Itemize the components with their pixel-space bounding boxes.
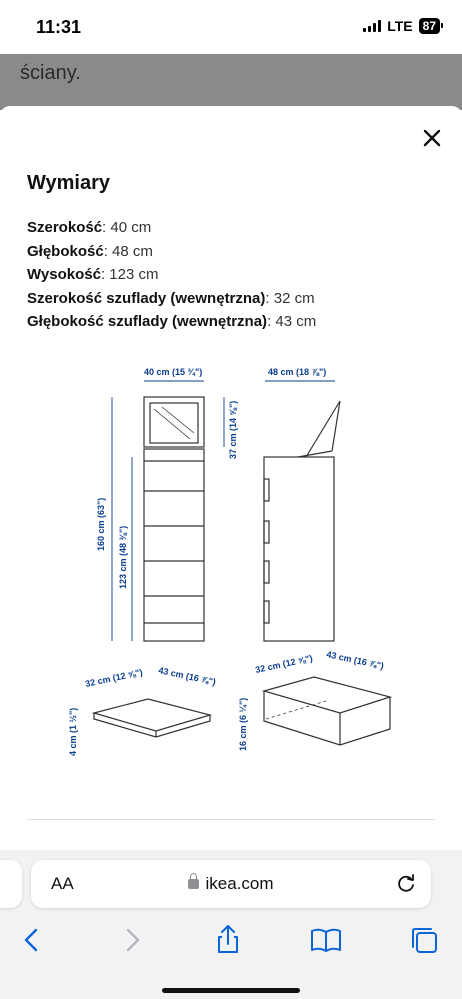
spec-row: Szerokość szuflady (wewnętrzna): 32 cm — [27, 289, 315, 307]
big-drawer-width-label: 32 cm (12 ⅝") — [254, 653, 314, 675]
small-drawer-height-label: 4 cm (1 ½") — [68, 707, 78, 756]
share-icon[interactable] — [208, 920, 248, 960]
spec-label: Wysokość — [27, 266, 101, 283]
close-icon — [420, 126, 444, 150]
browser-bar — [0, 850, 462, 999]
address-bar[interactable] — [31, 860, 431, 908]
spec-value: 43 cm — [275, 313, 317, 330]
back-icon[interactable] — [12, 920, 52, 960]
signal-icon — [363, 20, 381, 32]
url-field[interactable] — [31, 874, 431, 894]
big-drawer-depth-label: 43 cm (16 ⅞") — [325, 649, 385, 672]
battery-icon: 87 — [419, 18, 440, 34]
big-drawer-height-label: 16 cm (6 ¼") — [238, 697, 248, 751]
background-page — [0, 54, 462, 110]
forward-icon[interactable] — [112, 920, 152, 960]
spec-list — [27, 216, 447, 334]
text-size-button[interactable]: AA — [51, 874, 74, 893]
side-depth-label: 48 cm (18 ⅞") — [268, 367, 327, 377]
spec-row: Wysokość: 123 cm — [27, 266, 159, 283]
spec-value: 123 cm — [109, 266, 159, 283]
status-time: 11:31 — [36, 17, 82, 37]
spec-value: 32 cm — [273, 289, 315, 307]
divider — [27, 819, 435, 820]
browser-toolbar — [0, 920, 462, 960]
spec-label: Szerokość szuflady (wewnętrzna) — [27, 289, 266, 307]
spec-label: Głębokość — [27, 242, 104, 260]
home-indicator — [162, 988, 300, 993]
small-drawer-depth-label: 43 cm (16 ⅞") — [157, 665, 217, 688]
status-indicators — [363, 18, 440, 34]
spec-row: Głębokość: 48 cm — [27, 242, 153, 260]
previous-tab-pill[interactable] — [0, 860, 22, 908]
dimension-diagram — [40, 361, 420, 761]
spec-label: Szerokość — [27, 219, 103, 236]
bookmarks-icon[interactable] — [306, 920, 346, 960]
sheet-title: Wymiary — [27, 172, 111, 194]
url-text: ikea.com — [205, 874, 274, 893]
status-bar — [0, 0, 462, 54]
top-height-label: 37 cm (14 ⅝") — [228, 400, 238, 459]
close-button[interactable] — [420, 126, 444, 150]
small-drawer-width-label: 32 cm (12 ⅝") — [84, 667, 144, 689]
spec-value: 48 cm — [112, 242, 153, 260]
lock-icon — [188, 879, 199, 889]
spec-row: Szerokość: 40 cm — [27, 219, 152, 236]
network-type: LTE — [387, 18, 413, 34]
tabs-icon[interactable] — [404, 920, 444, 960]
spec-value: 40 cm — [110, 219, 152, 236]
spec-label: Głębokość szuflady (wewnętrzna) — [27, 313, 268, 330]
dimensions-sheet — [0, 106, 462, 856]
spec-row: Głębokość szuflady (wewnętrzna): 43 cm — [27, 313, 317, 330]
front-width-label: 40 cm (15 ¾") — [144, 367, 203, 377]
total-height-label: 160 cm (63") — [96, 497, 106, 551]
background-text: ściany. — [20, 62, 81, 84]
body-height-label: 123 cm (48 ⅜") — [118, 525, 128, 589]
reload-icon[interactable] — [395, 872, 417, 894]
